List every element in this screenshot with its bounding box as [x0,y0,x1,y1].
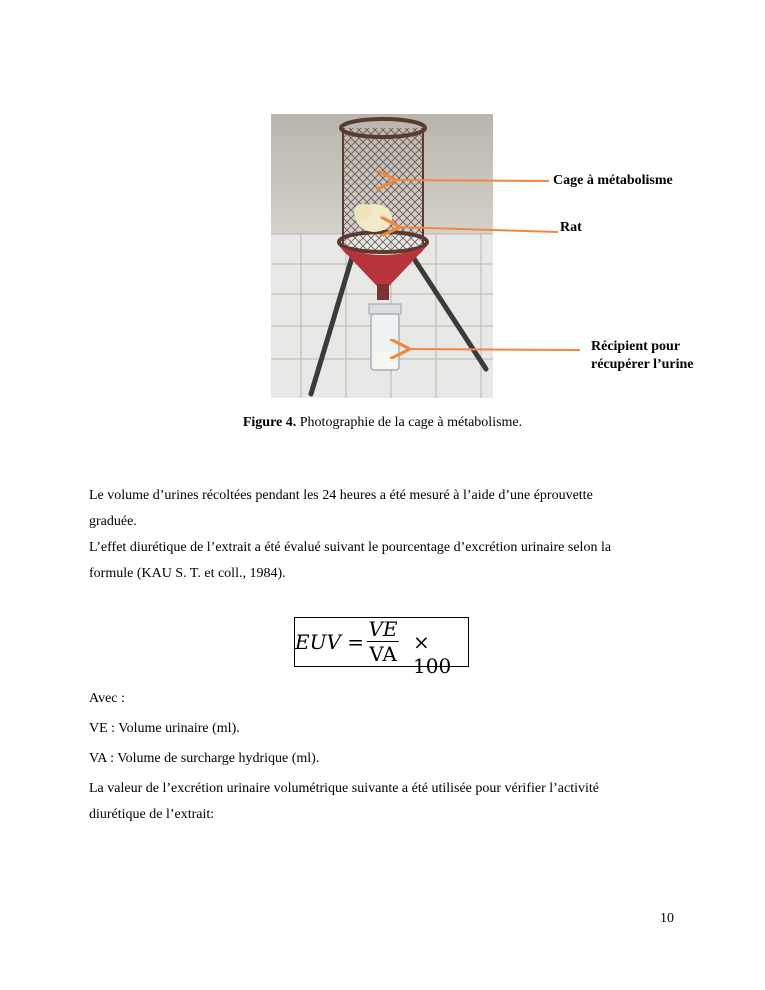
text-avec: Avec : [89,691,125,706]
figure-caption-label: Figure 4. [242,415,297,430]
formula-denominator: VA [369,642,397,666]
callout-container-line2: récupérer l’urine [591,357,694,372]
definition-ve: VE : Volume urinaire (ml). [89,721,240,736]
page-number: 10 [660,911,674,926]
formula-rhs: × 100 [413,630,452,678]
formula-numerator: VE [368,617,398,641]
paragraph-volume-line2: graduée. [89,514,137,529]
paragraph-excretion-line2: diurétique de l’extrait: [89,807,215,822]
paragraph-effect-line1: L’effet diurétique de l’extrait a été évalué suivant le pourcentage d’excrétion urinaire selon la [89,540,612,555]
figure-caption [0,415,765,431]
formula-lhs: EUV = [295,630,365,654]
paragraph-effect [89,535,677,587]
callout-cage: Cage à métabolisme [553,173,673,188]
definition-va: VA : Volume de surcharge hydrique (ml). [89,751,320,766]
callout-container-line1: Récipient pour [591,339,681,354]
formula-box [294,617,469,678]
paragraph-volume-line1: Le volume d’urines récoltées pendant les 24 heures a été mesuré à l’aide d’une éprouvette [89,488,593,503]
metabolic-cage-photo [271,114,493,398]
callout-rat: Rat [560,220,582,235]
paragraph-effect-line2: formule (KAU S. T. et coll., 1984). [89,566,286,581]
paragraph-excretion [89,776,677,828]
formula-fraction [367,618,399,665]
paragraph-excretion-line1: La valeur de l’excrétion urinaire volumétrique suivante a été utilisée pour vérifier l’activité [89,781,600,796]
paragraph-volume [89,483,677,535]
figure-caption-text: Photographie de la cage à métabolisme. [299,415,523,430]
